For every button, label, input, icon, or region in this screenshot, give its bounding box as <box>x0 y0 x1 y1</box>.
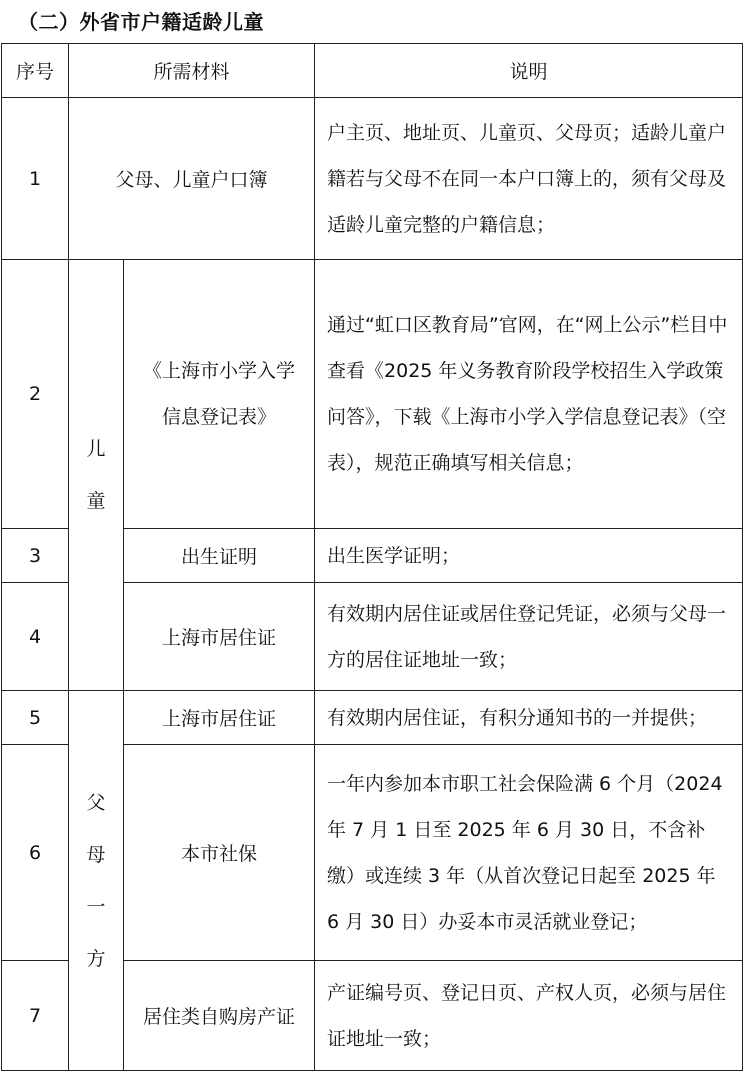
group-parent <box>69 691 124 1071</box>
row-material: 父母、儿童户口簿 <box>69 98 315 260</box>
row-desc: 产证编号页、登记日页、产权人页，必须与居住证地址一致； <box>315 961 743 1071</box>
table-row <box>2 98 743 260</box>
row-no: 1 <box>2 98 69 260</box>
row-material: 上海市居住证 <box>124 583 315 691</box>
group-child-char: 童 <box>86 490 106 512</box>
row-material: 《上海市小学入学信息登记表》 <box>124 260 315 529</box>
row-material: 上海市居住证 <box>124 691 315 745</box>
row-no: 6 <box>2 745 69 961</box>
row-no: 5 <box>2 691 69 745</box>
row-desc: 户主页、地址页、儿童页、父母页；适龄儿童户籍若与父母不在同一本户口簿上的，须有父母及适龄儿童完整的户籍信息； <box>315 98 743 260</box>
header-material: 所需材料 <box>69 44 315 98</box>
materials-table <box>1 43 743 1071</box>
group-parent-char: 方 <box>86 947 106 970</box>
group-parent-char: 母 <box>86 843 106 866</box>
header-no: 序号 <box>2 44 69 98</box>
row-no: 3 <box>2 529 69 583</box>
row-desc: 有效期内居住证，有积分通知书的一并提供； <box>315 691 743 745</box>
header-row <box>2 44 743 98</box>
group-parent-char: 一 <box>86 895 106 918</box>
group-child <box>69 260 124 691</box>
row-material: 出生证明 <box>124 529 315 583</box>
row-no: 2 <box>2 260 69 529</box>
table-row <box>2 260 743 529</box>
header-desc: 说明 <box>315 44 743 98</box>
row-desc: 出生医学证明； <box>315 529 743 583</box>
row-desc: 通过“虹口区教育局”官网，在“网上公示”栏目中查看《2025 年义务教育阶段学校招生入学政策问答》，下载《上海市小学入学信息登记表》（空表），规范正确填写相关信息； <box>315 260 743 529</box>
group-parent-char: 父 <box>86 791 106 814</box>
row-material: 居住类自购房产证 <box>124 961 315 1071</box>
row-no: 7 <box>2 961 69 1071</box>
row-material: 本市社保 <box>124 745 315 961</box>
row-no: 4 <box>2 583 69 691</box>
section-title: （二）外省市户籍适龄儿童 <box>18 10 264 34</box>
group-child-char: 儿 <box>86 438 106 460</box>
table-row <box>2 691 743 745</box>
row-desc: 一年内参加本市职工社会保险满 6 个月（2024 年 7 月 1 日至 2025 年 6 月 30 日，不含补缴）或连续 3 年（从首次登记日起至 2025 年 6 月 30 日）办妥本市灵活就业登记； <box>315 745 743 961</box>
row-desc: 有效期内居住证或居住登记凭证，必须与父母一方的居住证地址一致； <box>315 583 743 691</box>
